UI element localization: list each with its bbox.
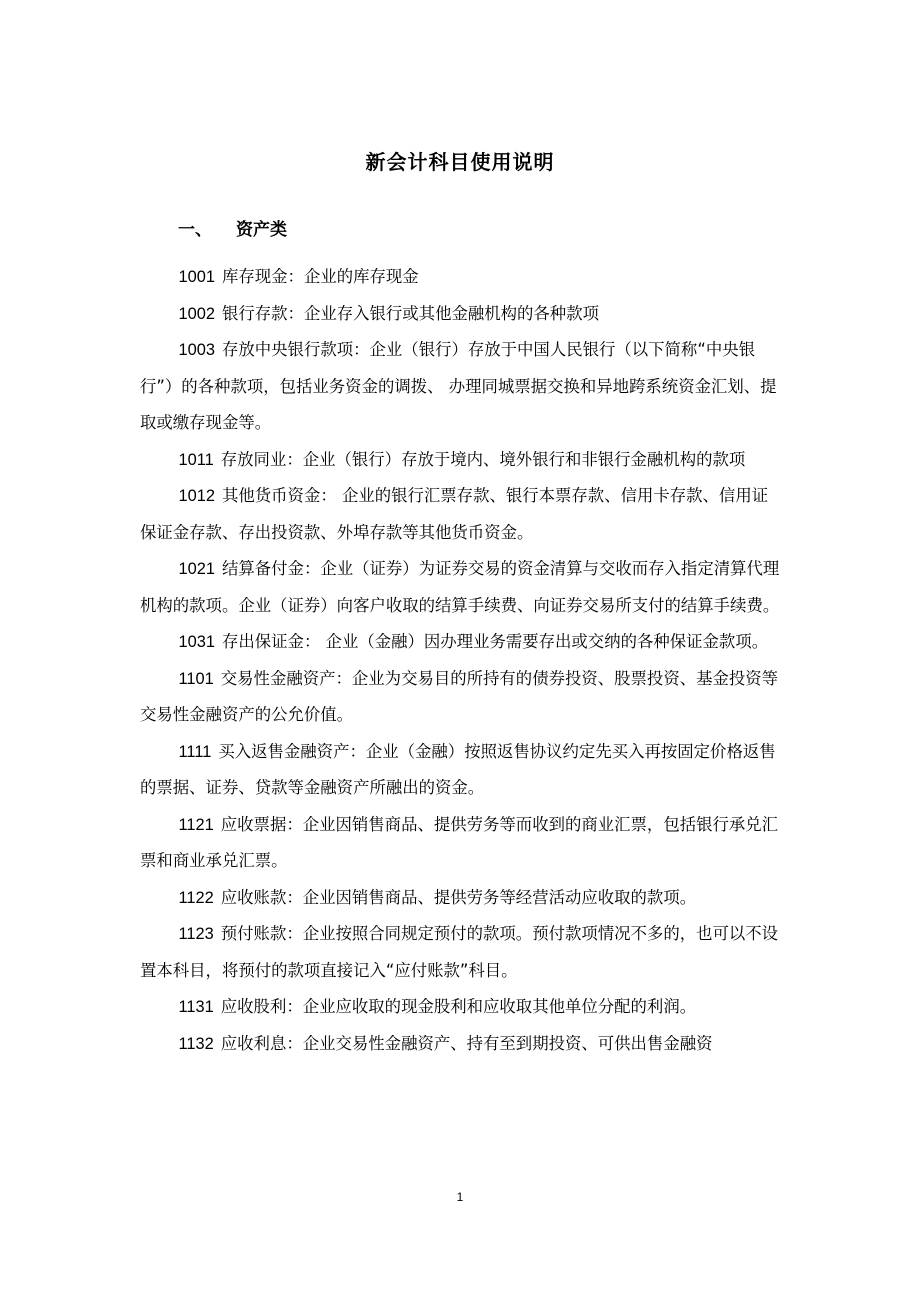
account-entry <box>140 442 780 479</box>
account-code: 1101 <box>178 669 214 688</box>
account-code: 1132 <box>178 1034 214 1053</box>
account-code: 1111 <box>178 742 212 761</box>
account-description: 库存现金：企业的库存现金 <box>222 267 419 286</box>
account-code: 1131 <box>178 998 214 1016</box>
account-entry <box>140 916 780 989</box>
account-entry <box>140 332 780 442</box>
account-description: 存放同业：企业（银行）存放于境内、境外银行和非银行金融机构的款项 <box>220 449 746 469</box>
account-description: 交易性金融资产：企业为交易目的所持有的债券投资、股票投资、基金投资等交易性金融资产的公允价值。 <box>140 668 779 724</box>
account-entry <box>140 661 780 734</box>
account-code: 1021 <box>178 560 215 578</box>
account-code: 1123 <box>178 925 214 943</box>
account-list <box>140 259 780 1062</box>
section-number: 一、 <box>178 220 212 240</box>
account-code: 1002 <box>178 304 215 323</box>
account-entry <box>140 880 780 917</box>
account-description: 结算备付金：企业（证券）为证券交易的资金清算与交收而存入指定清算代理机构的款项。企业（证券）向客户收取的结算手续费、向证券交易所支付的结算手续费。 <box>140 559 780 615</box>
account-entry <box>140 989 780 1026</box>
account-description: 应收账款：企业因销售商品、提供劳务等经营活动应收取的款项。 <box>220 887 697 907</box>
account-description: 预付账款：企业按照合同规定预付的款项。预付款项情况不多的，也可以不设置本科目，将预付的款项直接记入“应付账款”科目。 <box>140 924 779 980</box>
account-entry <box>140 1026 780 1063</box>
account-code: 1011 <box>178 450 214 469</box>
account-entry <box>140 551 780 624</box>
account-entry <box>140 259 780 296</box>
account-entry <box>140 296 780 333</box>
account-entry <box>140 734 780 807</box>
account-description: 其他货币资金： 企业的银行汇票存款、银行本票存款、信用卡存款、信用证保证金存款、存出投资款、外埠存款等其他货币资金。 <box>140 486 769 542</box>
account-description: 应收利息：企业交易性金融资产、持有至到期投资、可供出售金融资 <box>220 1033 713 1053</box>
account-description: 应收股利：企业应收取的现金股利和应收取其他单位分配的利润。 <box>220 997 697 1016</box>
account-description: 应收票据：企业因销售商品、提供劳务等而收到的商业汇票，包括银行承兑汇票和商业承兑汇票。 <box>140 814 779 870</box>
account-code: 1121 <box>178 815 214 834</box>
account-entry <box>140 624 780 661</box>
account-code: 1012 <box>178 487 215 505</box>
account-code: 1001 <box>178 268 215 286</box>
account-code: 1031 <box>178 633 215 651</box>
section-label: 资产类 <box>236 220 287 240</box>
account-description: 存放中央银行款项：企业（银行）存放于中国人民银行（以下简称“中央银行”）的各种款项，包括业务资金的调拨、 办理同城票据交换和异地跨系统资金汇划、提取或缴存现金等。 <box>140 340 777 432</box>
account-entry <box>140 807 780 880</box>
page-title: 新会计科目使用说明 <box>365 150 555 174</box>
page-number: 1 <box>456 1190 464 1204</box>
account-description: 存出保证金： 企业（金融）因办理业务需要存出或交纳的各种保证金款项。 <box>222 632 769 651</box>
section-heading <box>178 215 287 240</box>
account-entry <box>140 478 780 551</box>
account-code: 1122 <box>178 888 214 907</box>
account-description: 银行存款：企业存入银行或其他金融机构的各种款项 <box>222 303 599 323</box>
account-code: 1003 <box>178 341 215 359</box>
account-description: 买入返售金融资产：企业（金融）按照返售协议约定先买入再按固定价格返售的票据、证券、贷款等金融资产所融出的资金。 <box>140 741 776 797</box>
